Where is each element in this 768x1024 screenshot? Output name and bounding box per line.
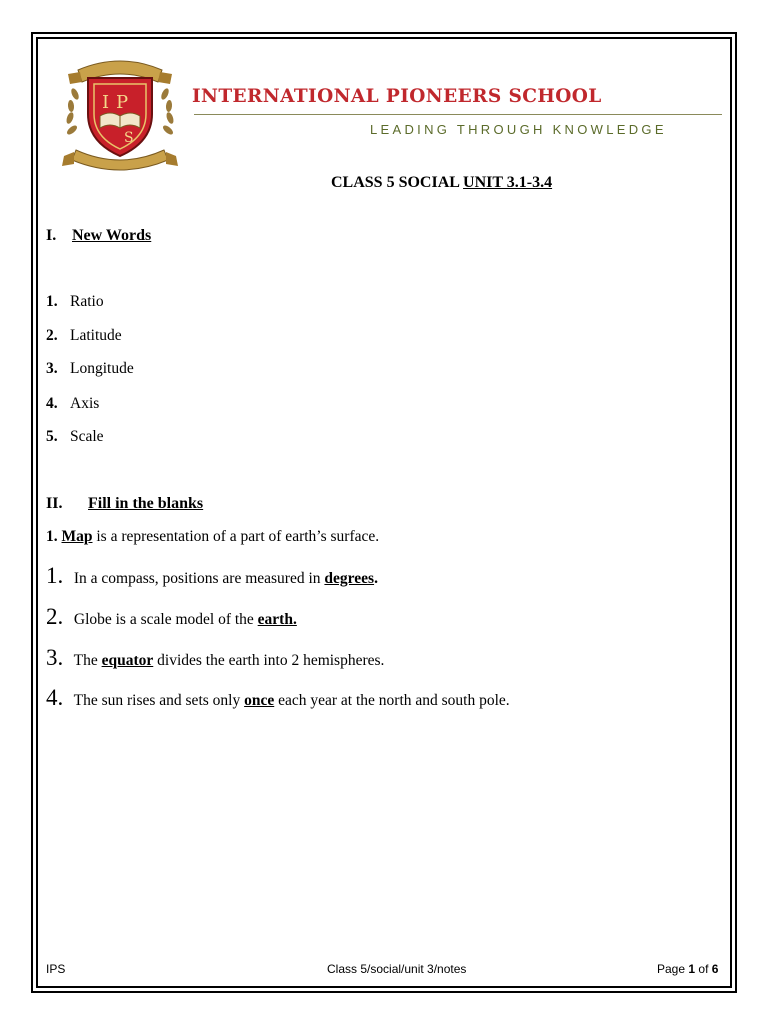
footer-center: Class 5/social/unit 3/notes [327,962,467,976]
crest-letter-s: S [124,130,134,146]
item-text: Ratio [70,293,104,310]
item-number: 3. [46,645,64,670]
fill-blank-item [46,528,379,546]
footer-left: IPS [46,962,66,976]
item-text-before: In a compass, positions are measured in [73,570,325,587]
header-divider [194,114,722,115]
section-numeral: II. [46,495,63,512]
fill-blank-item [46,685,510,711]
section-numeral: I. [46,227,57,244]
item-number: 3. [46,360,58,377]
item-number: 2. [46,604,64,629]
school-crest-logo [58,52,182,174]
footer-page-number [657,962,718,976]
item-text: Latitude [70,327,122,344]
item-text-before: The [73,652,102,669]
fill-blank-item [46,645,384,671]
blank-answer: Map [61,528,93,545]
item-text-before: Globe is a scale model of the [73,611,258,628]
page-label: Page [657,962,686,976]
item-number: 1. [46,293,58,310]
item-number: 5. [46,428,58,445]
list-item [46,293,104,311]
page-total: 6 [711,962,719,976]
item-text-after: . [374,570,378,587]
crest-letter-p: P [116,92,129,113]
item-text-after: each year at the north and south pole. [274,692,510,709]
item-text-before: The sun rises and sets only [73,692,245,709]
list-item [46,360,134,378]
page-current: 1 [688,962,696,976]
section-title: New Words [72,227,152,244]
fill-blank-item [46,604,297,630]
item-text: Scale [70,428,104,445]
list-item [46,395,99,413]
section-title: Fill in the blanks [88,495,204,512]
item-number: 1. [46,528,58,545]
section-new-words-heading [46,227,151,245]
item-number: 1. [46,563,64,588]
blank-answer: degrees [324,570,375,587]
item-text: Axis [70,395,100,412]
section-fill-blanks-heading [46,495,203,513]
blank-answer: equator [101,652,154,669]
title-prefix: CLASS 5 SOCIAL [331,174,460,191]
school-tagline: LEADING THROUGH KNOWLEDGE [370,122,667,137]
blank-answer: earth. [257,611,297,628]
item-text-after: is a representation of a part of earth’s surface. [92,528,380,545]
title-unit: UNIT 3.1-3.4 [463,174,553,191]
page-of: of [698,962,709,976]
fill-blank-item [46,563,378,589]
list-item [46,327,122,345]
item-number: 4. [46,685,64,710]
item-number: 2. [46,327,58,344]
blank-answer: once [244,692,275,709]
item-number: 4. [46,395,58,412]
school-name: INTERNATIONAL PIONEERS SCHOOL [192,86,602,107]
crest-letter-i: I [102,92,110,113]
item-text-after: divides the earth into 2 hemispheres. [153,652,385,669]
list-item [46,428,104,446]
item-text: Longitude [70,360,134,377]
document-title [331,174,552,192]
